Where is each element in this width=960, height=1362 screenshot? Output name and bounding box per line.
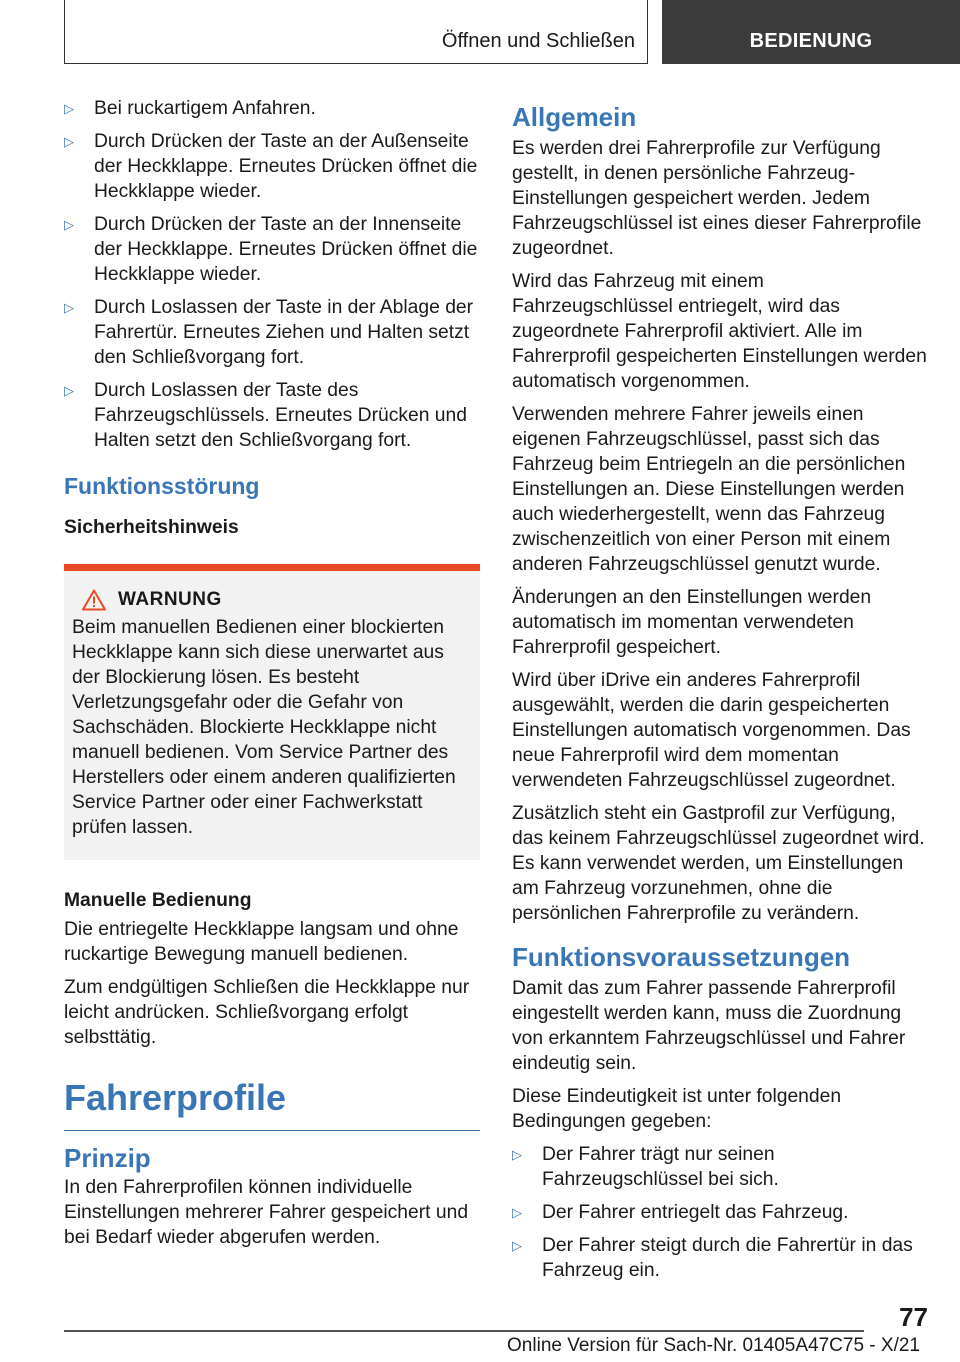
paragraph: Zusätzlich steht ein Gastprofil zur Verfügung, das keinem Fahrzeugschlüssel zugeordnet wird. Es kann verwendet werden, um Einstellungen am Fahrzeug vorzunehmen, ohne die persönlichen Fahrerprofile zu verändern.: [512, 803, 925, 924]
triangle-bullet-icon: ▷: [512, 1205, 522, 1220]
paragraph: Es werden drei Fahrerprofile zur Verfügung gestellt, in denen persönliche Fahrzeug-Einstellungen gespeichert werden. Jedem Fahrzeugschlüssel ist eines dieser Fahrerprofile zugeordnet.: [512, 138, 922, 259]
funktionsvoraussetzungen-heading: Funktionsvoraussetzungen: [512, 942, 851, 972]
allgemein-heading: Allgemein: [512, 102, 637, 132]
chapter-title: BEDIENUNG: [749, 30, 873, 52]
paragraph: Diese Eindeutigkeit ist unter folgenden Bedingungen gegeben:: [512, 1086, 842, 1132]
paragraph: Zum endgültigen Schließen die Heckklappe nur leicht andrücken. Schließvorgang erfolgt selbsttätig.: [64, 977, 470, 1048]
warning-text: Beim manuellen Bedienen einer blockierten Heckklappe kann sich diese unerwartet aus der Blockierung lösen. Es besteht Verletzungsgefahr oder die Gefahr von Sachschäden. Blockierte Heckklappe nicht manuell bedienen. Vom Service Partner des Herstellers oder einem anderen qualifizierten Service Partner oder einer Fachwerkstatt prüfen lassen.: [72, 617, 456, 838]
paragraph: Verwenden mehrere Fahrer jeweils einen eigenen Fahrzeugschlüssel, passt sich das Fahrzeug beim Entriegeln an die persönlichen Einstellungen an. Diese Einstellungen werden auch wiederhergestellt, wenn das Fahrzeug zwischenzeitlich von einer Person mit einem anderen Fahrzeugschlüssel genutzt wurde.: [512, 404, 906, 575]
triangle-bullet-icon: ▷: [64, 383, 74, 398]
list-item: ▷ Bei ruckartigem Anfahren.: [64, 98, 316, 119]
fahrerprofile-heading: Fahrerprofile: [64, 1076, 480, 1131]
footer-divider: [64, 1330, 864, 1332]
triangle-bullet-icon: ▷: [64, 217, 74, 232]
left-column: [64, 96, 480, 1258]
list-item: ▷ Durch Loslassen der Taste in der Ablage der Fahrertür. Erneutes Ziehen und Halten setzt den Schließvorgang fort.: [64, 297, 474, 368]
funktionsstoerung-heading: Funktionsstörung: [64, 473, 260, 499]
triangle-bullet-icon: ▷: [512, 1147, 522, 1162]
manuelle-bedienung-heading: Manuelle Bedienung: [64, 890, 252, 911]
list-item: ▷ Der Fahrer trägt nur seinen Fahrzeugschlüssel bei sich.: [512, 1144, 779, 1190]
paragraph: Die entriegelte Heckklappe langsam und ohne ruckartige Bewegung manuell bedienen.: [64, 919, 459, 965]
warning-triangle-icon: [82, 589, 106, 611]
page-number: 77: [899, 1302, 928, 1332]
paragraph: In den Fahrerprofilen können individuelle Einstellungen mehrerer Fahrer gespeichert und bei Bedarf wieder abgerufen werden.: [64, 1177, 469, 1248]
paragraph: Wird über iDrive ein anderes Fahrerprofil ausgewählt, werden die darin gespeicherten Einstellungen automatisch vorgenommen. Das neue Fahrerprofil wird dem momentan verwendeten Fahrzeugschlüssel zugeordnet.: [512, 670, 911, 791]
paragraph: Damit das zum Fahrer passende Fahrerprofil eingestellt werden kann, muss die Zuordnung von erkanntem Fahrzeugschlüssel und Fahrer eindeutig sein.: [512, 978, 906, 1074]
warning-title: WARNUNG: [118, 589, 222, 610]
running-header: [64, 0, 648, 64]
triangle-bullet-icon: ▷: [64, 101, 74, 116]
list-item: ▷ Der Fahrer steigt durch die Fahrertür in das Fahrzeug ein.: [512, 1235, 913, 1281]
warning-box: [64, 564, 480, 860]
section-title: Öffnen und Schließen: [441, 30, 635, 52]
triangle-bullet-icon: ▷: [64, 134, 74, 149]
triangle-bullet-icon: ▷: [512, 1238, 522, 1253]
closing-stop-list: [64, 96, 480, 453]
warning-header: [82, 589, 472, 611]
footer-text: Online Version für Sach-Nr. 01405A47C75 - X/21: [507, 1335, 920, 1356]
chapter-tab: [662, 0, 960, 64]
paragraph: Wird das Fahrzeug mit einem Fahrzeugschlüssel entriegelt, wird das zugeordnete Fahrerprofil aktiviert. Alle im Fahrerprofil gespeicherten Einstellungen werden automatisch vorgenommen.: [512, 271, 927, 392]
prinzip-heading: Prinzip: [64, 1143, 151, 1173]
list-item: ▷ Durch Drücken der Taste an der Außenseite der Heckklappe. Erneutes Drücken öffnet die Heckklappe wieder.: [64, 131, 478, 202]
triangle-bullet-icon: ▷: [64, 300, 74, 315]
paragraph: Änderungen an den Einstellungen werden automatisch im momentan verwendeten Fahrerprofil gespeichert.: [512, 587, 872, 658]
right-column: [512, 96, 928, 1291]
list-item: ▷ Durch Loslassen der Taste des Fahrzeugschlüssels. Erneutes Drücken und Halten setzt den Schließvorgang fort.: [64, 380, 467, 451]
list-item: ▷ Der Fahrer entriegelt das Fahrzeug.: [512, 1202, 849, 1223]
conditions-list: [512, 1142, 928, 1283]
list-item: ▷ Durch Drücken der Taste an der Innenseite der Heckklappe. Erneutes Drücken öffnet die Heckklappe wieder.: [64, 214, 478, 285]
sicherheitshinweis-heading: Sicherheitshinweis: [64, 517, 239, 538]
